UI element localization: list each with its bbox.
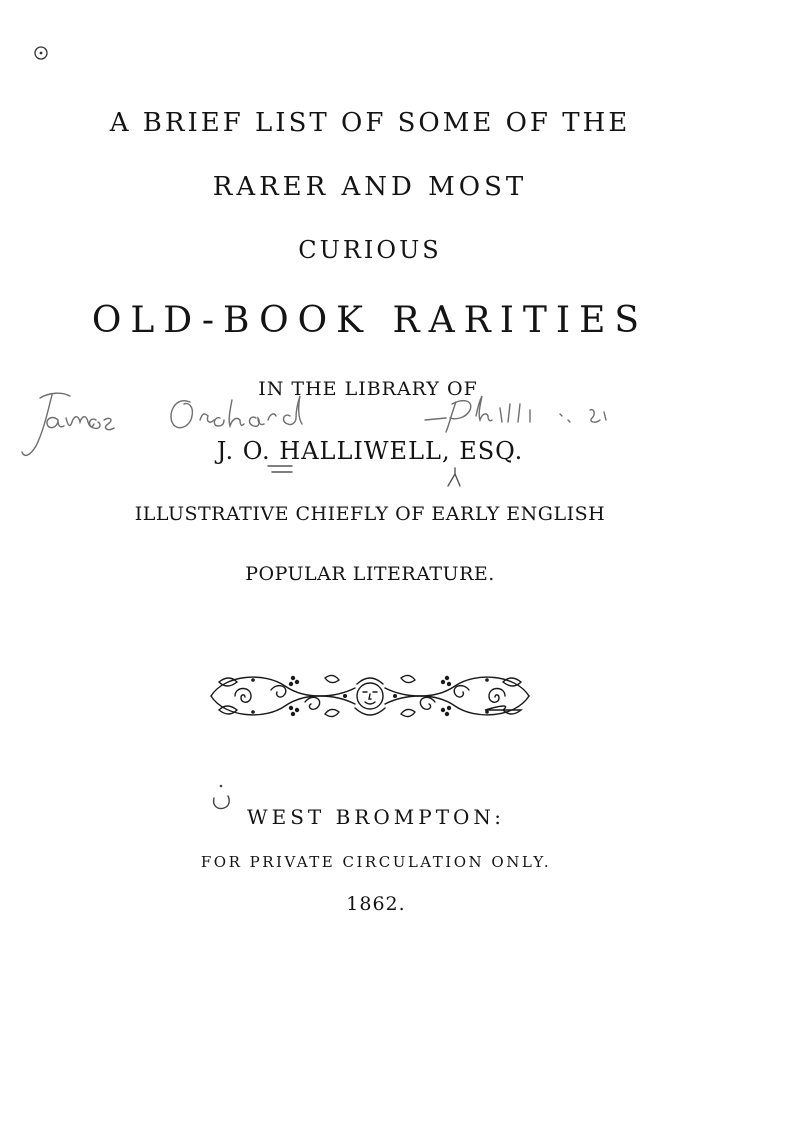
floral-headpiece-ornament-icon <box>205 668 535 724</box>
main-title: OLD-BOOK RARITIES <box>91 300 649 341</box>
circled-dot-mark-icon <box>32 44 50 62</box>
subtitle-line-1: ILLUSTRATIVE CHIEFLY OF EARLY ENGLISH <box>134 503 606 525</box>
library-of-line: IN THE LIBRARY OF <box>258 378 478 400</box>
title-line-1: A BRIEF LIST OF SOME OF THE <box>109 108 631 138</box>
imprint-note: FOR PRIVATE CIRCULATION ONLY. <box>200 853 552 871</box>
imprint-year: 1862. <box>346 893 406 915</box>
author-line: J. O. HALLIWELL, ESQ. <box>216 437 524 465</box>
imprint-place: WEST BROMPTON: <box>247 805 505 829</box>
subtitle-line-2: POPULAR LITERATURE. <box>245 563 495 585</box>
title-line-2: RARER AND MOST <box>212 172 528 202</box>
title-line-3: CURIOUS <box>298 236 442 264</box>
